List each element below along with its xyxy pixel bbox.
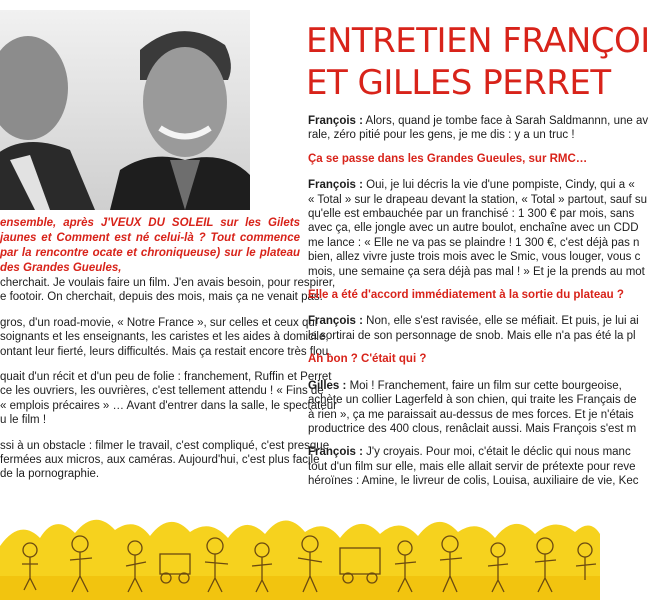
cartoon-banner bbox=[0, 488, 600, 600]
answer: Gilles : Moi ! Franchement, faire un film sur cette bourgeoise, achète un collier Lagerfeld à son chien, qui traite les Français de à rien », ça me paraissait au-dessus de mes forces. Et je n'étais productrice des 400 clous, renâclait aussi. Mais François s'est m bbox=[308, 379, 637, 435]
question: Ça se passe dans les Grandes Gueules, sur RMC… bbox=[308, 152, 588, 165]
right-column bbox=[308, 114, 649, 498]
paragraph: gros, d'un road-movie, « Notre France », sur celles et ceux qui soignants et les enseignants, les caristes et les aides à domicile, ontant leur fierté, leurs difficultés. Mais ça restait encore très flou. bbox=[0, 316, 332, 358]
question: Ah bon ? C'était qui ? bbox=[308, 353, 427, 366]
speaker-label: François : bbox=[308, 446, 363, 459]
question: Elle a été d'accord immédiatement à la sortie du plateau ? bbox=[308, 289, 624, 302]
speaker-label: Gilles : bbox=[308, 379, 347, 392]
answer: François : Non, elle s'est ravisée, elle se méfiait. Et puis, je lui ai la sortirai de son personnage de snob. Mais elle n'a pas été la pl bbox=[308, 315, 639, 342]
cartoon-workers-crowd-icon bbox=[0, 488, 600, 600]
answer: François : Alors, quand je tombe face à Sarah Saldmannn, une av rale, zéro pitié pour les gens, je me dis : y a un truc ! bbox=[308, 115, 649, 142]
paragraph: quait d'un récit et d'un peu de folie : franchement, Ruffin et Perret ce les ouvriers, les ouvrières, c'est tellement attendu ! « Fins de « emplois précaires » … Avant d'entrer dans la salle, le spectateur u le film ! bbox=[0, 371, 337, 427]
paragraph: ssi à un obstacle : filmer le travail, c'est compliqué, c'est presque fermées aux micros, aux caméras. Aujourd'hui, c'est plus facile de la pornographie. bbox=[0, 439, 330, 481]
answer: François : J'y croyais. Pour moi, c'était le déclic qui nous manc tout d'un film sur elle, mais elle allait servir de prétexte pour reve héroïnes : Amine, le livreur de colis, Louisa, auxiliaire de vie, Kec bbox=[308, 446, 639, 488]
article-title bbox=[306, 20, 650, 104]
speaker-label: François : bbox=[308, 179, 363, 192]
paragraph: cherchait. Je voulais faire un film. J'en avais besoin, pour respirer, e footoir. On cherchait, depuis des mois, mais ça ne venait pas. bbox=[0, 277, 336, 304]
speaker-label: François : bbox=[308, 115, 363, 127]
two-men-portrait-icon bbox=[0, 10, 250, 210]
answer: François : Oui, je lui décris la vie d'une pompiste, Cindy, qui a « « Total » sur le drapeau devant la station, « Total » partout, sauf su qu'elle est embauchée par un franchisé : 1 300 € par mois, sans avec ça, elle jongle avec un autre boulot, enchaîne avec un CDD me lance : « Elle ne va pas se plaindre ! 1 300 €, c'est déjà pas n bien, allez vivre juste trois mois avec le Smic, vous louger, vous c mois, une semaine ça sera déjà pas mal ! » Et je la prends au mot bbox=[308, 179, 648, 278]
speaker-label: François : bbox=[308, 315, 363, 328]
portrait-photo bbox=[0, 10, 250, 210]
intro-text: ensemble, après J'VEUX DU SOLEIL sur les Gilets jaunes et Comment est né celui-là ? Tout commence par la rencontre ocate et chroniqueuse) sur le plateau des Grandes Gueules, bbox=[0, 217, 300, 274]
title-line: ET GILLES PERRET bbox=[306, 63, 611, 103]
title-line: ENTRETIEN FRANÇOI bbox=[306, 21, 650, 61]
